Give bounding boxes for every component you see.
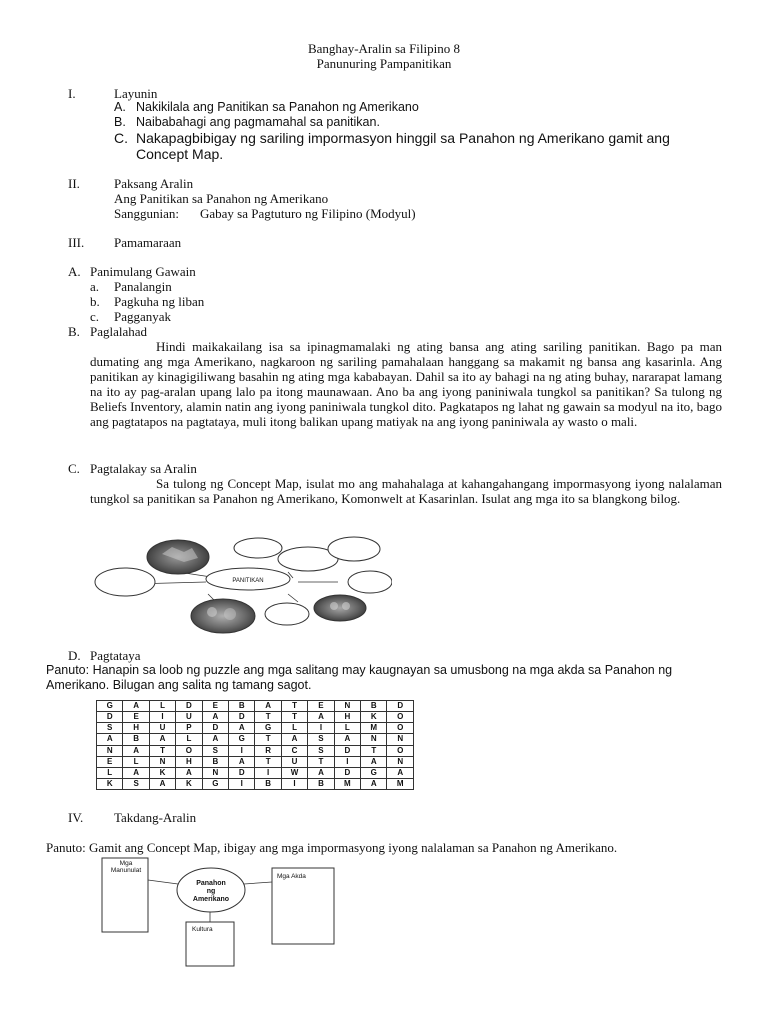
blank-circle[interactable] — [234, 538, 282, 558]
puzzle-cell[interactable]: N — [387, 756, 414, 767]
puzzle-cell[interactable]: A — [149, 734, 175, 745]
blank-circle[interactable] — [265, 603, 309, 625]
page-title: Banghay-Aralin sa Filipino 8 — [307, 41, 460, 56]
section-numeral: III. — [68, 235, 85, 250]
puzzle-cell[interactable]: L — [334, 723, 360, 734]
puzzle-cell[interactable]: D — [176, 701, 202, 712]
puzzle-cell[interactable]: M — [334, 778, 360, 789]
puzzle-cell[interactable]: A — [308, 712, 334, 723]
section-numeral: II. — [68, 176, 80, 191]
section-heading: Paksang Aralin — [114, 176, 194, 191]
list-item-continued: Concept Map. — [136, 146, 224, 162]
puzzle-cell[interactable]: T — [281, 701, 307, 712]
list-item: Pagkuha ng liban — [114, 294, 205, 309]
puzzle-cell[interactable]: A — [202, 734, 228, 745]
subsection-letter: C. — [68, 461, 80, 476]
puzzle-row — [97, 701, 414, 712]
list-item: Nakikilala ang Panitikan sa Panahon ng Amerikano — [136, 100, 419, 114]
map-center-label: PANITIKAN — [232, 578, 264, 584]
puzzle-row — [97, 767, 414, 778]
puzzle-cell[interactable]: L — [176, 734, 202, 745]
puzzle-cell[interactable]: I — [334, 756, 360, 767]
puzzle-cell[interactable]: B — [361, 701, 387, 712]
puzzle-cell[interactable]: O — [387, 745, 414, 756]
takdang-aralin-instruction: Panuto: Gamit ang Concept Map, ibigay ang mga impormasyong iyong nalalaman sa Panahon ng Amerikano. — [46, 840, 618, 855]
puzzle-cell[interactable]: I — [149, 712, 175, 723]
puzzle-cell[interactable]: M — [361, 723, 387, 734]
puzzle-cell[interactable]: S — [97, 723, 123, 734]
puzzle-row — [97, 712, 414, 723]
puzzle-cell[interactable]: D — [334, 767, 360, 778]
map-center-line1: Panahon — [196, 880, 226, 887]
list-letter: A. — [114, 100, 126, 114]
puzzle-cell[interactable]: L — [149, 701, 175, 712]
paglalahad-paragraph — [90, 339, 722, 429]
puzzle-cell[interactable]: S — [308, 745, 334, 756]
puzzle-cell[interactable]: D — [334, 745, 360, 756]
puzzle-cell[interactable]: P — [176, 723, 202, 734]
puzzle-cell[interactable]: A — [97, 734, 123, 745]
list-item: Nakapagbibigay ng sariling impormasyon hinggil sa Panahon ng Amerikano gamit ang — [136, 130, 670, 146]
puzzle-cell[interactable]: E — [202, 701, 228, 712]
puzzle-cell[interactable]: A — [123, 745, 149, 756]
section-heading: Layunin — [114, 86, 158, 101]
puzzle-cell[interactable]: N — [387, 734, 414, 745]
source-text: Gabay sa Pagtuturo ng Filipino (Modyul) — [200, 206, 416, 221]
topic-text: Ang Panitikan sa Panahon ng Amerikano — [114, 191, 329, 206]
list-letter: b. — [90, 294, 100, 309]
puzzle-cell[interactable]: H — [123, 723, 149, 734]
puzzle-row — [97, 778, 414, 789]
manunulat-label-part: Mga — [119, 860, 133, 867]
puzzle-cell[interactable]: L — [97, 767, 123, 778]
puzzle-cell[interactable]: T — [255, 712, 281, 723]
puzzle-cell[interactable]: U — [281, 756, 307, 767]
puzzle-cell[interactable]: D — [97, 712, 123, 723]
subsection-heading: Panimulang Gawain — [90, 264, 196, 279]
subsection-heading: Paglalahad — [90, 324, 148, 339]
puzzle-cell[interactable]: T — [308, 756, 334, 767]
section-numeral: I. — [68, 86, 76, 101]
source-label: Sanggunian: — [114, 206, 179, 221]
puzzle-cell[interactable]: A — [334, 734, 360, 745]
puzzle-row — [97, 756, 414, 767]
puzzle-cell[interactable]: S — [123, 778, 149, 789]
puzzle-cell[interactable]: I — [281, 778, 307, 789]
word-puzzle-grid — [96, 700, 414, 790]
puzzle-cell[interactable]: B — [123, 734, 149, 745]
puzzle-cell[interactable]: U — [149, 723, 175, 734]
blank-circle[interactable] — [348, 571, 392, 593]
puzzle-cell[interactable]: N — [334, 701, 360, 712]
puzzle-cell[interactable]: A — [176, 767, 202, 778]
puzzle-cell[interactable]: H — [176, 756, 202, 767]
puzzle-cell[interactable]: G — [255, 723, 281, 734]
puzzle-cell[interactable]: N — [97, 745, 123, 756]
pagtataya-instruction: Panuto: Hanapin sa loob ng puzzle ang mga salitang may kaugnayan sa umusbong na mga akda sa Panahon ng Amerikano. Bilugan ang salita ng tamang sagot. — [46, 663, 673, 692]
puzzle-cell[interactable]: G — [97, 701, 123, 712]
subsection-letter: B. — [68, 324, 80, 339]
puzzle-cell[interactable]: O — [387, 712, 414, 723]
subsection-letter: A. — [68, 264, 81, 279]
blank-circle[interactable] — [328, 537, 380, 561]
puzzle-cell[interactable]: O — [176, 745, 202, 756]
puzzle-cell[interactable]: I — [255, 767, 281, 778]
puzzle-cell[interactable]: I — [229, 778, 255, 789]
photo-circle-icon — [191, 599, 255, 633]
kultura-label: Kultura — [192, 926, 213, 933]
puzzle-cell[interactable]: W — [281, 767, 307, 778]
puzzle-cell[interactable]: S — [308, 734, 334, 745]
puzzle-row — [97, 745, 414, 756]
map-center-line2: ng — [206, 888, 216, 895]
photo-circle-icon — [314, 595, 366, 621]
puzzle-cell[interactable]: T — [281, 712, 307, 723]
puzzle-cell[interactable]: A — [123, 767, 149, 778]
manunulat-label-part: Manunulat — [110, 867, 142, 874]
section-numeral: IV. — [68, 810, 84, 825]
puzzle-row — [97, 723, 414, 734]
list-letter: B. — [114, 115, 126, 129]
puzzle-cell[interactable]: K — [361, 712, 387, 723]
puzzle-cell[interactable]: E — [123, 712, 149, 723]
list-item: Naibabahagi ang pagmamahal sa panitikan. — [136, 115, 380, 129]
puzzle-cell[interactable]: G — [229, 734, 255, 745]
puzzle-cell[interactable]: O — [387, 723, 414, 734]
subsection-letter: D. — [68, 648, 81, 663]
puzzle-cell[interactable]: K — [149, 767, 175, 778]
subsection-heading: Pagtataya — [90, 648, 141, 663]
page-subtitle: Panunuring Pampanitikan — [316, 56, 452, 71]
puzzle-cell[interactable]: A — [308, 767, 334, 778]
section-heading: Pamamaraan — [114, 235, 182, 250]
puzzle-cell[interactable]: U — [176, 712, 202, 723]
puzzle-cell[interactable]: C — [281, 745, 307, 756]
puzzle-cell[interactable]: K — [176, 778, 202, 789]
puzzle-cell[interactable]: D — [229, 712, 255, 723]
puzzle-cell[interactable]: A — [281, 734, 307, 745]
puzzle-cell[interactable]: N — [202, 767, 228, 778]
puzzle-cell[interactable]: A — [361, 778, 387, 789]
puzzle-cell[interactable]: I — [229, 745, 255, 756]
puzzle-cell[interactable]: T — [255, 756, 281, 767]
puzzle-cell[interactable]: D — [229, 767, 255, 778]
list-item: Panalangin — [114, 279, 172, 294]
puzzle-cell[interactable]: S — [202, 745, 228, 756]
puzzle-cell[interactable]: H — [334, 712, 360, 723]
puzzle-cell[interactable]: A — [361, 756, 387, 767]
section-heading: Takdang-Aralin — [114, 810, 197, 825]
list-item: Pagganyak — [114, 309, 172, 324]
puzzle-cell[interactable]: A — [387, 767, 414, 778]
list-letter: C. — [114, 130, 128, 146]
paragraph-text: Hindi maikakailang isa sa ipinagmamalaki ng ating bansa ang ating sariling panitikan. Bago pa man dumating ang mga Amerikano, nagkaroon ng sariling pamahalaan hanggang sa makamit ng bansa ang kasarinla. Ang panitikan ay kinagigiliwang basahin ng ating mga kababayan. Dahil sa ito ay bahagi na ng ating buhay, nararapat lamang na ito ay pag-aralan upang lalo pa itong maunawaan. Ano ba ang iyong paniniwala tungkol sa panitikan? Sa tulong ng Beliefs Inventory, alamin natin ang iyong paniniwala tungkol dito. Pagkatapos ng lahat ng gawain sa modyul na ito, bago ang pagtatapos na pagtataya, muli itong balikan upang matiyak na ang iyong paniniwala ay wasto o mali. — [90, 339, 722, 429]
puzzle-cell[interactable]: T — [149, 745, 175, 756]
puzzle-cell[interactable]: A — [255, 701, 281, 712]
puzzle-cell[interactable]: B — [229, 701, 255, 712]
puzzle-cell[interactable]: I — [308, 723, 334, 734]
puzzle-cell[interactable]: A — [149, 778, 175, 789]
puzzle-cell[interactable]: D — [387, 701, 414, 712]
map-center-line3: Amerikano — [192, 896, 230, 903]
puzzle-row — [97, 734, 414, 745]
puzzle-cell[interactable]: A — [229, 723, 255, 734]
puzzle-cell[interactable]: L — [123, 756, 149, 767]
puzzle-cell[interactable]: N — [361, 734, 387, 745]
puzzle-cell[interactable]: G — [202, 778, 228, 789]
subsection-heading: Pagtalakay sa Aralin — [90, 461, 197, 476]
puzzle-cell[interactable]: T — [255, 734, 281, 745]
puzzle-cell[interactable]: R — [255, 745, 281, 756]
puzzle-cell[interactable]: T — [361, 745, 387, 756]
akda-label: Mga Akda — [277, 873, 306, 880]
puzzle-cell[interactable]: E — [97, 756, 123, 767]
puzzle-cell[interactable]: A — [123, 701, 149, 712]
puzzle-cell[interactable]: N — [149, 756, 175, 767]
puzzle-cell[interactable]: B — [308, 778, 334, 789]
paragraph-text: Sa tulong ng Concept Map, isulat mo ang mahahalaga at kahangahangang impormasyong iyong nalalaman tungkol sa panitikan sa Panahon ng Amerikano, Komonwelt at Kasarinlan. Isulat ang mga ito sa blangkong bilog. — [90, 476, 722, 506]
puzzle-cell[interactable]: K — [97, 778, 123, 789]
puzzle-cell[interactable]: E — [308, 701, 334, 712]
puzzle-cell[interactable]: L — [281, 723, 307, 734]
takdang-aralin-concept-map — [96, 854, 346, 969]
puzzle-cell[interactable]: M — [387, 778, 414, 789]
photo-circle-icon — [147, 540, 209, 574]
pagtalakay-paragraph — [90, 476, 722, 506]
puzzle-cell[interactable]: A — [202, 712, 228, 723]
blank-circle[interactable] — [95, 568, 155, 596]
puzzle-cell[interactable]: A — [229, 756, 255, 767]
puzzle-cell[interactable]: G — [361, 767, 387, 778]
puzzle-cell[interactable]: B — [255, 778, 281, 789]
list-letter: a. — [90, 279, 100, 294]
panitikan-concept-map — [88, 532, 392, 636]
list-letter: c. — [90, 309, 100, 324]
puzzle-cell[interactable]: B — [202, 756, 228, 767]
puzzle-cell[interactable]: D — [202, 723, 228, 734]
